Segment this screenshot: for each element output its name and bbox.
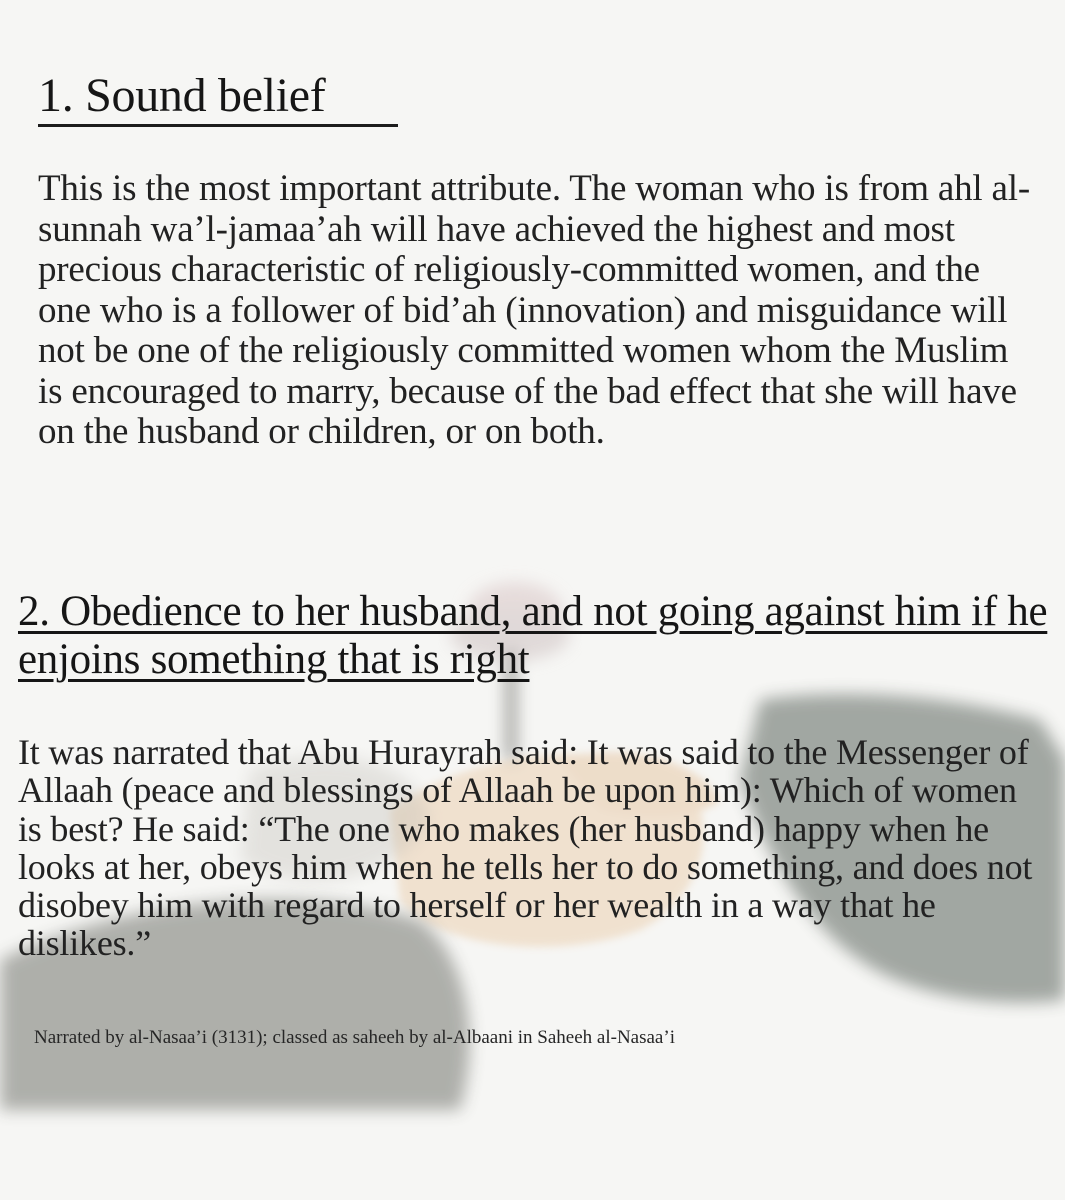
- section-1-heading: 1. Sound belief: [38, 69, 326, 122]
- section-2-body: It was narrated that Abu Hurayrah said: It was said to the Messenger of Allaah (peace and blessings of Allaah be upon him): Which of women is best? He said: “The one who makes (her husband) happy when he looks at her, obeys him when he tells her to do something, and does not disobey him with regard to herself or her wealth in a way that he dislikes.”: [18, 732, 1033, 964]
- section-1-heading-underline: [38, 124, 398, 127]
- section-1-body: This is the most important attribute. The woman who is from ahl al-sunnah wa’l-jamaa’ah will have achieved the highest and most precious characteristic of religiously-committed women, and the one who is a follower of bid’ah (innovation) and misguidance will not be one of the religiously committed women whom the Muslim is encouraged to marry, because of the bad effect that she will have on the husband or children, or on both.: [38, 168, 1030, 452]
- section-2-heading: 2. Obedience to her husband, and not going against him if he enjoins something that is right: [18, 588, 1048, 683]
- hadith-citation: Narrated by al-Nasaa’i (3131); classed as saheeh by al-Albaani in Saheeh al-Nasaa’i: [34, 1027, 675, 1048]
